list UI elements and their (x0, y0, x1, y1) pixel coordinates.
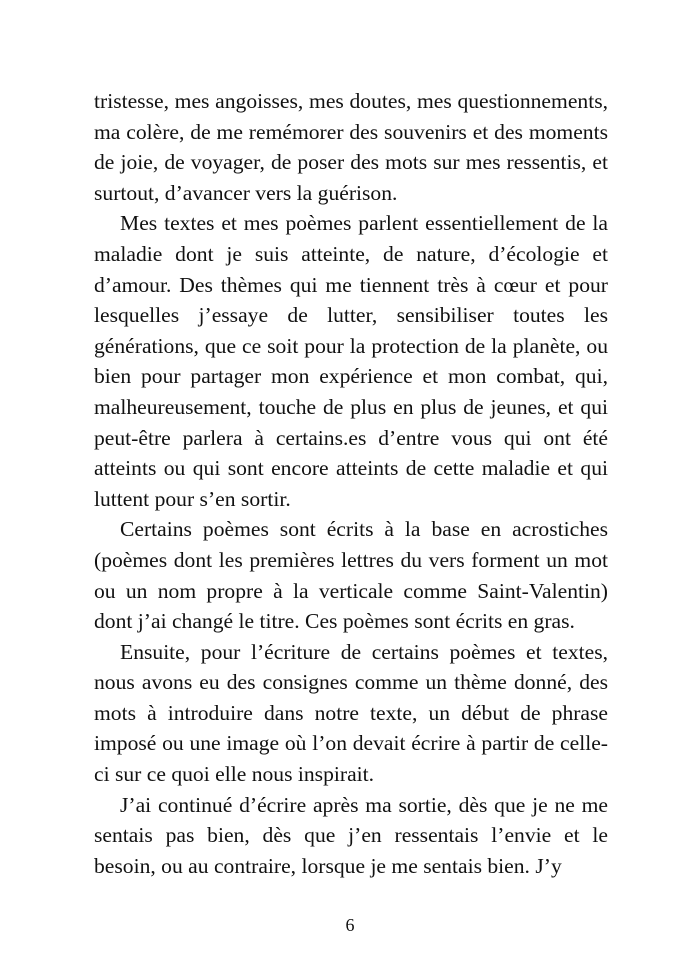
paragraph-themes: Mes textes et mes poèmes parlent essentiellement de la maladie dont je suis atteinte, de nature, d’écologie et d’amour. Des thèmes qui me tiennent très à cœur et pour lesquelles j’essaye de lutter, sensibiliser toutes les générations, que ce soit pour la protection de la planète, ou bien pour partager mon expérience et mon combat, qui, malheureusement, touche de plus en plus de jeunes, et qui peut-être parlera à certains.es d’entre vous qui ont été atteints ou qui sont encore atteints de cette maladie et qui luttent pour s’en sortir. (94, 211, 608, 511)
page-number: 6 (345, 915, 355, 935)
page-body (94, 86, 608, 881)
paragraph-consignes: Ensuite, pour l’écriture de certains poèmes et textes, nous avons eu des consignes comme un thème donné, des mots à introduire dans notre texte, un début de phrase imposé ou une image où l’on devait écrire à partir de celle-ci sur ce quoi elle nous inspirait. (94, 639, 608, 787)
paragraph-acrostiches: Certains poèmes sont écrits à la base en acrostiches (poèmes dont les premières lettres du vers forment un mot ou un nom propre à la verticale comme Saint-Valentin) dont j’ai changé le titre. Ces poèmes sont écrits en gras. (94, 517, 608, 634)
paragraph-ecriture-apres-sortie: J’ai continué d’écrire après ma sortie, dès que je ne me sentais pas bien, dès que j’en ressentais l’envie et le besoin, ou au contraire, lorsque je me sentais bien. J’y (94, 792, 608, 878)
paragraph-continuation: tristesse, mes angoisses, mes doutes, mes questionnements, ma colère, de me remémorer des souvenirs et des moments de joie, de voyager, de poser des mots sur mes ressentis, et surtout, d’avancer vers la guérison. (94, 89, 608, 205)
